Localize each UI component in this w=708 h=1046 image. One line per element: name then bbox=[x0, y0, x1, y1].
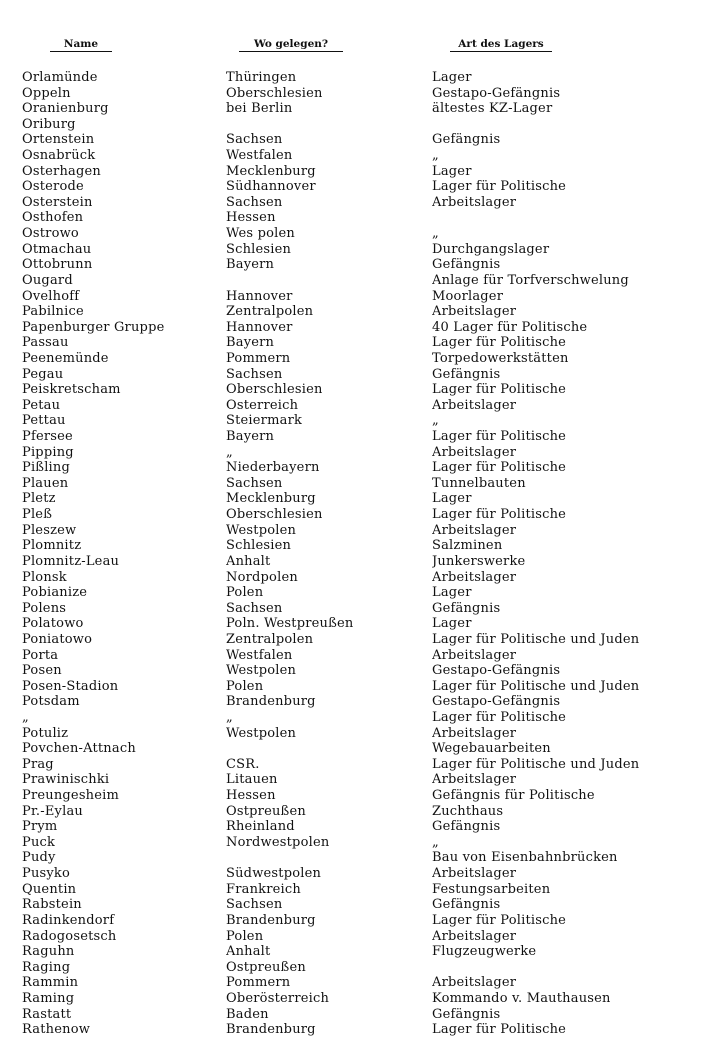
camp-location: Pommern bbox=[226, 975, 291, 991]
table-row bbox=[0, 273, 708, 289]
camp-type: Arbeitslager bbox=[432, 304, 517, 320]
column-header-name: Name bbox=[50, 38, 112, 52]
camp-name: Peenemünde bbox=[22, 350, 109, 366]
camp-name: Posen bbox=[22, 663, 62, 679]
camp-name: Ottobrunn bbox=[22, 257, 93, 273]
table-row bbox=[0, 491, 708, 507]
table-row bbox=[0, 1007, 708, 1023]
camp-location: Sachsen bbox=[226, 366, 283, 382]
camp-name: Polatowo bbox=[22, 616, 84, 632]
camp-type: Arbeitslager bbox=[432, 647, 517, 663]
camp-location: Sachsen bbox=[226, 600, 283, 616]
camp-name: Plauen bbox=[22, 475, 69, 491]
camp-type: Lager für Politische und Juden bbox=[432, 631, 640, 647]
camp-name: Papenburger Gruppe bbox=[22, 319, 165, 335]
camp-location: Frankreich bbox=[226, 881, 301, 897]
camp-name: Pipping bbox=[22, 444, 74, 460]
camp-name: Passau bbox=[22, 335, 69, 351]
camp-location: „ bbox=[226, 709, 233, 725]
table-row bbox=[0, 819, 708, 835]
camp-name: Pusyko bbox=[22, 866, 71, 882]
camp-location: Ostpreußen bbox=[226, 959, 306, 975]
table-row bbox=[0, 601, 708, 617]
camp-name: Osterstein bbox=[22, 194, 93, 210]
camp-location: „ bbox=[226, 444, 233, 460]
camp-location: Mecklenburg bbox=[226, 491, 316, 507]
camp-location: Schlesien bbox=[226, 538, 292, 554]
camp-location: Litauen bbox=[226, 772, 278, 788]
table-row bbox=[0, 726, 708, 742]
camp-type: Lager bbox=[432, 616, 472, 632]
camp-type: Gefängnis bbox=[432, 366, 501, 382]
camp-type: Lager für Politische bbox=[432, 382, 567, 398]
camp-name: Raguhn bbox=[22, 944, 75, 960]
camp-location: Nordwestpolen bbox=[226, 834, 330, 850]
camp-type: Lager für Politische bbox=[432, 507, 567, 523]
table-row bbox=[0, 866, 708, 882]
table-row bbox=[0, 663, 708, 679]
table-row bbox=[0, 148, 708, 164]
camp-type: Arbeitslager bbox=[432, 397, 517, 413]
table-row bbox=[0, 351, 708, 367]
camp-type: Lager bbox=[432, 491, 472, 507]
camp-type: Arbeitslager bbox=[432, 522, 517, 538]
camp-name: Quentin bbox=[22, 881, 77, 897]
camp-location: Brandenburg bbox=[226, 694, 316, 710]
camp-type: Lager für Politische bbox=[432, 335, 567, 351]
table-row bbox=[0, 320, 708, 336]
table-row bbox=[0, 616, 708, 632]
table-row bbox=[0, 523, 708, 539]
camp-name: Potsdam bbox=[22, 694, 80, 710]
camp-location: Sachsen bbox=[226, 194, 283, 210]
camp-name: Prag bbox=[22, 756, 54, 772]
table-row bbox=[0, 132, 708, 148]
table-row bbox=[0, 1022, 708, 1038]
camp-name: Preungesheim bbox=[22, 788, 120, 804]
camp-name: Rabstein bbox=[22, 897, 82, 913]
camp-type: Wegebauarbeiten bbox=[432, 741, 551, 757]
camp-location: Nordpolen bbox=[226, 569, 298, 585]
camp-location: Brandenburg bbox=[226, 1022, 316, 1038]
camp-location: Pommern bbox=[226, 350, 291, 366]
camp-name: Radogosetsch bbox=[22, 928, 117, 944]
camp-location: Niederbayern bbox=[226, 460, 320, 476]
camp-location: Polen bbox=[226, 585, 264, 601]
camp-name: Porta bbox=[22, 647, 59, 663]
camp-name: Polens bbox=[22, 600, 67, 616]
table-row bbox=[0, 242, 708, 258]
camp-name: Petau bbox=[22, 397, 61, 413]
table-row bbox=[0, 757, 708, 773]
table-row bbox=[0, 413, 708, 429]
camp-type: Festungsarbeiten bbox=[432, 881, 551, 897]
camp-name: Orlamünde bbox=[22, 70, 98, 85]
camp-location: Westpolen bbox=[226, 522, 297, 538]
camp-location: Schlesien bbox=[226, 241, 292, 257]
camp-location: Anhalt bbox=[226, 944, 271, 960]
table-row bbox=[0, 975, 708, 991]
camp-location: Westpolen bbox=[226, 663, 297, 679]
column-header-camp-type: Art des Lagers bbox=[450, 38, 552, 52]
table-row bbox=[0, 632, 708, 648]
camp-type: ältestes KZ-Lager bbox=[432, 101, 553, 117]
camp-location: Westfalen bbox=[226, 148, 293, 164]
table-row bbox=[0, 538, 708, 554]
camp-type: Junkerswerke bbox=[432, 553, 526, 569]
table-row bbox=[0, 257, 708, 273]
camp-name: Poniatowo bbox=[22, 631, 93, 647]
table-row bbox=[0, 289, 708, 305]
camp-type: Arbeitslager bbox=[432, 772, 517, 788]
camp-location: CSR. bbox=[226, 756, 260, 772]
camp-type: Arbeitslager bbox=[432, 975, 517, 991]
camp-name: Osterode bbox=[22, 179, 84, 195]
table-row bbox=[0, 507, 708, 523]
camp-name: Povchen-Attnach bbox=[22, 741, 136, 757]
table-row bbox=[0, 741, 708, 757]
camp-location: Polen bbox=[226, 678, 264, 694]
camp-type: Arbeitslager bbox=[432, 928, 517, 944]
table-row bbox=[0, 710, 708, 726]
camp-name: Prym bbox=[22, 819, 58, 835]
camp-type: „ bbox=[432, 148, 439, 164]
camp-type: Gestapo-Gefängnis bbox=[432, 694, 561, 710]
camp-type: Lager für Politische bbox=[432, 179, 567, 195]
camp-name: Pleß bbox=[22, 507, 53, 523]
camp-location: Steiermark bbox=[226, 413, 303, 429]
camp-type: 40 Lager für Politische bbox=[432, 319, 588, 335]
camp-type: Gefängnis bbox=[432, 132, 501, 148]
camp-name: Osnabrück bbox=[22, 148, 96, 164]
camp-location: Oberschlesien bbox=[226, 382, 323, 398]
camp-location: Thüringen bbox=[226, 70, 297, 85]
camp-location: Zentralpolen bbox=[226, 304, 314, 320]
camp-name: Pegau bbox=[22, 366, 64, 382]
table-row bbox=[0, 476, 708, 492]
camp-name: Rammin bbox=[22, 975, 79, 991]
camp-list bbox=[0, 70, 708, 1038]
camp-name: Puck bbox=[22, 834, 56, 850]
table-row bbox=[0, 570, 708, 586]
camp-type: Lager bbox=[432, 163, 472, 179]
table-row bbox=[0, 679, 708, 695]
camp-name: Plomnitz bbox=[22, 538, 82, 554]
camp-location: Hessen bbox=[226, 788, 276, 804]
table-row bbox=[0, 210, 708, 226]
camp-name: Ortenstein bbox=[22, 132, 95, 148]
camp-location: Polen bbox=[226, 928, 264, 944]
table-row bbox=[0, 304, 708, 320]
camp-type: Anlage für Torfverschwelung bbox=[432, 272, 629, 288]
camp-type: „ bbox=[432, 834, 439, 850]
camp-location: Mecklenburg bbox=[226, 163, 316, 179]
table-row bbox=[0, 772, 708, 788]
camp-location: Rheinland bbox=[226, 819, 295, 835]
camp-location: Westpolen bbox=[226, 725, 297, 741]
camp-name: Osthofen bbox=[22, 210, 84, 226]
camp-location: bei Berlin bbox=[226, 101, 293, 117]
table-row bbox=[0, 86, 708, 102]
table-row bbox=[0, 648, 708, 664]
camp-name: Pißling bbox=[22, 460, 70, 476]
table-row bbox=[0, 179, 708, 195]
camp-type: Lager für Politische bbox=[432, 709, 567, 725]
camp-type: „ bbox=[432, 226, 439, 242]
camp-type: Arbeitslager bbox=[432, 725, 517, 741]
camp-location: Bayern bbox=[226, 335, 275, 351]
camp-name: Pr.-Eylau bbox=[22, 803, 83, 819]
table-row bbox=[0, 694, 708, 710]
camp-name: Ostrowo bbox=[22, 226, 79, 242]
camp-type: Lager bbox=[432, 70, 472, 85]
table-row bbox=[0, 226, 708, 242]
camp-type: Salzminen bbox=[432, 538, 503, 554]
table-row bbox=[0, 804, 708, 820]
camp-name: Oppeln bbox=[22, 85, 71, 101]
camp-location: Bayern bbox=[226, 429, 275, 445]
camp-type: Arbeitslager bbox=[432, 866, 517, 882]
camp-location: Brandenburg bbox=[226, 912, 316, 928]
camp-name: Pleszew bbox=[22, 522, 77, 538]
camp-location: Sachsen bbox=[226, 132, 283, 148]
camp-type: Gefängnis bbox=[432, 600, 501, 616]
camp-type: Lager für Politische bbox=[432, 1022, 567, 1038]
camp-type: Flugzeugwerke bbox=[432, 944, 537, 960]
camp-type: Durchgangslager bbox=[432, 241, 550, 257]
camp-location: Anhalt bbox=[226, 553, 271, 569]
table-row bbox=[0, 335, 708, 351]
camp-type: Tunnelbauten bbox=[432, 475, 526, 491]
table-row bbox=[0, 585, 708, 601]
camp-name: Pletz bbox=[22, 491, 56, 507]
camp-location: Zentralpolen bbox=[226, 631, 314, 647]
camp-name: Radinkendorf bbox=[22, 912, 115, 928]
camp-name: Otmachau bbox=[22, 241, 92, 257]
camp-type: Lager für Politische bbox=[432, 429, 567, 445]
camp-type: Arbeitslager bbox=[432, 444, 517, 460]
camp-type: Arbeitslager bbox=[432, 569, 517, 585]
camp-name: Plomnitz-Leau bbox=[22, 553, 120, 569]
camp-name: Peiskretscham bbox=[22, 382, 121, 398]
camp-name: Raging bbox=[22, 959, 71, 975]
table-row bbox=[0, 882, 708, 898]
camp-name: „ bbox=[22, 709, 29, 725]
camp-type: Moorlager bbox=[432, 288, 504, 304]
camp-type: Lager für Politische und Juden bbox=[432, 678, 640, 694]
camp-name: Pfersee bbox=[22, 429, 73, 445]
table-row bbox=[0, 554, 708, 570]
table-row bbox=[0, 850, 708, 866]
camp-type: Lager für Politische bbox=[432, 460, 567, 476]
camp-location: Ostpreußen bbox=[226, 803, 306, 819]
camp-location: Hannover bbox=[226, 319, 293, 335]
camp-type: Gefängnis für Politische bbox=[432, 788, 595, 804]
camp-type: Kommando v. Mauthausen bbox=[432, 990, 611, 1006]
camp-type: Torpedowerkstätten bbox=[432, 350, 569, 366]
camp-location: Oberschlesien bbox=[226, 85, 323, 101]
camp-location: Baden bbox=[226, 1006, 269, 1022]
camp-location: Poln. Westpreußen bbox=[226, 616, 354, 632]
camp-name: Rathenow bbox=[22, 1022, 91, 1038]
column-header-location: Wo gelegen? bbox=[239, 38, 343, 52]
table-row bbox=[0, 991, 708, 1007]
camp-location: Oberösterreich bbox=[226, 990, 330, 1006]
table-row bbox=[0, 101, 708, 117]
table-row bbox=[0, 70, 708, 86]
camp-name: Posen-Stadion bbox=[22, 678, 119, 694]
camp-type: Lager für Politische bbox=[432, 912, 567, 928]
camp-location: Westfalen bbox=[226, 647, 293, 663]
camp-type: Gefängnis bbox=[432, 257, 501, 273]
camp-name: Ovelhoff bbox=[22, 288, 80, 304]
camp-type: Zuchthaus bbox=[432, 803, 504, 819]
table-row bbox=[0, 897, 708, 913]
camp-name: Ougard bbox=[22, 272, 73, 288]
camp-name: Potuliz bbox=[22, 725, 69, 741]
table-row bbox=[0, 398, 708, 414]
camp-type: Gefängnis bbox=[432, 897, 501, 913]
camp-location: Sachsen bbox=[226, 475, 283, 491]
camp-name: Pudy bbox=[22, 850, 56, 866]
table-row bbox=[0, 460, 708, 476]
camp-name: Prawinischki bbox=[22, 772, 110, 788]
table-row bbox=[0, 929, 708, 945]
camp-location: Österreich bbox=[226, 397, 299, 413]
table-row bbox=[0, 382, 708, 398]
camp-location: Südhannover bbox=[226, 179, 316, 195]
camp-location: Wes polen bbox=[226, 226, 295, 242]
table-row bbox=[0, 445, 708, 461]
camp-name: Oranienburg bbox=[22, 101, 109, 117]
camp-location: Hessen bbox=[226, 210, 276, 226]
camp-type: Lager bbox=[432, 585, 472, 601]
camp-type: „ bbox=[432, 413, 439, 429]
table-row bbox=[0, 835, 708, 851]
camp-location: Bayern bbox=[226, 257, 275, 273]
camp-name: Pabilnice bbox=[22, 304, 84, 320]
camp-name: Raming bbox=[22, 990, 75, 1006]
table-row bbox=[0, 788, 708, 804]
camp-type: Gefängnis bbox=[432, 1006, 501, 1022]
camp-type: Gefängnis bbox=[432, 819, 501, 835]
camp-type: Gestapo-Gefängnis bbox=[432, 663, 561, 679]
table-row bbox=[0, 429, 708, 445]
camp-name: Pettau bbox=[22, 413, 66, 429]
camp-name: Rastatt bbox=[22, 1006, 72, 1022]
camp-name: Osterhagen bbox=[22, 163, 101, 179]
camp-location: Sachsen bbox=[226, 897, 283, 913]
camp-name: Plonsk bbox=[22, 569, 67, 585]
camp-name: Oriburg bbox=[22, 116, 76, 132]
camp-location: Südwestpolen bbox=[226, 866, 322, 882]
table-row bbox=[0, 117, 708, 133]
table-row bbox=[0, 960, 708, 976]
camp-name: Pobianize bbox=[22, 585, 88, 601]
camp-location: Oberschlesien bbox=[226, 507, 323, 523]
table-row bbox=[0, 944, 708, 960]
table-row bbox=[0, 195, 708, 211]
table-row bbox=[0, 164, 708, 180]
table-row bbox=[0, 913, 708, 929]
camp-type: Gestapo-Gefängnis bbox=[432, 85, 561, 101]
camp-type: Lager für Politische und Juden bbox=[432, 756, 640, 772]
camp-type: Bau von Eisenbahnbrücken bbox=[432, 850, 618, 866]
camp-location: Hannover bbox=[226, 288, 293, 304]
table-row bbox=[0, 367, 708, 383]
camp-type: Arbeitslager bbox=[432, 194, 517, 210]
